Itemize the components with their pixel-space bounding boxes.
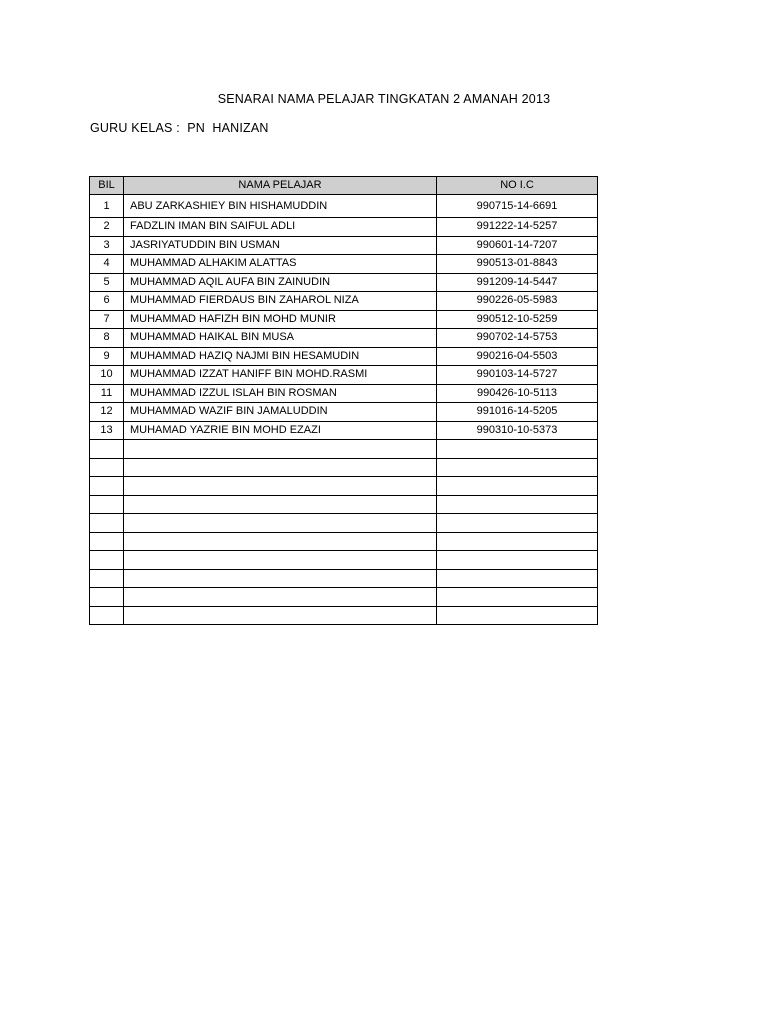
table-row <box>90 458 598 477</box>
cell-bil: 8 <box>90 329 124 348</box>
table-row <box>90 273 598 292</box>
cell-bil: 2 <box>90 218 124 237</box>
table-row <box>90 292 598 311</box>
cell-student-name: MUHAMMAD ALHAKIM ALATTAS <box>124 255 437 274</box>
student-list-table <box>89 176 598 625</box>
cell-student-name: MUHAMMAD FIERDAUS BIN ZAHAROL NIZA <box>124 292 437 311</box>
cell-bil <box>90 440 124 459</box>
cell-student-name <box>124 458 437 477</box>
cell-bil: 10 <box>90 366 124 385</box>
table-row <box>90 403 598 422</box>
cell-ic-number <box>437 569 598 588</box>
table-row <box>90 347 598 366</box>
cell-student-name <box>124 569 437 588</box>
cell-bil: 6 <box>90 292 124 311</box>
table-row <box>90 366 598 385</box>
cell-student-name <box>124 477 437 496</box>
cell-ic-number: 990601-14-7207 <box>437 236 598 255</box>
cell-bil <box>90 569 124 588</box>
cell-bil <box>90 458 124 477</box>
table-row <box>90 236 598 255</box>
cell-ic-number <box>437 551 598 570</box>
cell-student-name: MUHAMMAD WAZIF BIN JAMALUDDIN <box>124 403 437 422</box>
cell-student-name: MUHAMMAD IZZUL ISLAH BIN ROSMAN <box>124 384 437 403</box>
table-row <box>90 440 598 459</box>
table-row <box>90 218 598 237</box>
cell-bil: 13 <box>90 421 124 440</box>
cell-ic-number: 991209-14-5447 <box>437 273 598 292</box>
cell-student-name: MUHAMMAD AQIL AUFA BIN ZAINUDIN <box>124 273 437 292</box>
document-title: SENARAI NAMA PELAJAR TINGKATAN 2 AMANAH 2013 <box>217 92 551 106</box>
cell-bil <box>90 495 124 514</box>
cell-student-name <box>124 532 437 551</box>
cell-ic-number <box>437 588 598 607</box>
cell-ic-number: 990513-01-8843 <box>437 255 598 274</box>
cell-student-name: MUHAMMAD HAZIQ NAJMI BIN HESAMUDIN <box>124 347 437 366</box>
cell-bil <box>90 477 124 496</box>
cell-student-name: JASRIYATUDDIN BIN USMAN <box>124 236 437 255</box>
cell-ic-number <box>437 514 598 533</box>
header-bil: BIL <box>90 177 124 195</box>
table-row <box>90 495 598 514</box>
table-row <box>90 329 598 348</box>
table-row <box>90 514 598 533</box>
cell-student-name <box>124 514 437 533</box>
table-row <box>90 532 598 551</box>
cell-student-name <box>124 440 437 459</box>
cell-ic-number <box>437 606 598 625</box>
cell-student-name: MUHAMMAD IZZAT HANIFF BIN MOHD.RASMI <box>124 366 437 385</box>
cell-ic-number <box>437 440 598 459</box>
cell-student-name <box>124 588 437 607</box>
cell-bil <box>90 606 124 625</box>
cell-bil: 11 <box>90 384 124 403</box>
cell-bil <box>90 532 124 551</box>
cell-bil: 1 <box>90 195 124 218</box>
cell-ic-number: 990702-14-5753 <box>437 329 598 348</box>
table-row <box>90 255 598 274</box>
cell-ic-number: 990216-04-5503 <box>437 347 598 366</box>
cell-ic-number: 990310-10-5373 <box>437 421 598 440</box>
table-row <box>90 384 598 403</box>
table-row <box>90 310 598 329</box>
table-row <box>90 569 598 588</box>
table-row <box>90 606 598 625</box>
table-body <box>90 195 598 625</box>
cell-ic-number: 990715-14-6691 <box>437 195 598 218</box>
cell-ic-number <box>437 532 598 551</box>
header-name: NAMA PELAJAR <box>124 177 437 195</box>
cell-student-name: ABU ZARKASHIEY BIN HISHAMUDDIN <box>124 195 437 218</box>
cell-ic-number: 990103-14-5727 <box>437 366 598 385</box>
table-header-row <box>90 177 598 195</box>
cell-bil <box>90 514 124 533</box>
cell-bil: 7 <box>90 310 124 329</box>
cell-bil: 5 <box>90 273 124 292</box>
header-ic: NO I.C <box>437 177 598 195</box>
table-row <box>90 421 598 440</box>
cell-bil: 12 <box>90 403 124 422</box>
cell-ic-number: 991016-14-5205 <box>437 403 598 422</box>
cell-student-name <box>124 495 437 514</box>
cell-bil: 9 <box>90 347 124 366</box>
cell-student-name: MUHAMAD YAZRIE BIN MOHD EZAZI <box>124 421 437 440</box>
cell-bil <box>90 588 124 607</box>
cell-ic-number <box>437 495 598 514</box>
cell-student-name: MUHAMMAD HAFIZH BIN MOHD MUNIR <box>124 310 437 329</box>
cell-ic-number: 991222-14-5257 <box>437 218 598 237</box>
cell-student-name: MUHAMMAD HAIKAL BIN MUSA <box>124 329 437 348</box>
cell-bil <box>90 551 124 570</box>
table-row <box>90 477 598 496</box>
table-row <box>90 551 598 570</box>
cell-student-name <box>124 606 437 625</box>
cell-student-name: FADZLIN IMAN BIN SAIFUL ADLI <box>124 218 437 237</box>
cell-ic-number <box>437 477 598 496</box>
table-row <box>90 588 598 607</box>
cell-bil: 3 <box>90 236 124 255</box>
cell-ic-number: 990512-10-5259 <box>437 310 598 329</box>
cell-ic-number: 990426-10-5113 <box>437 384 598 403</box>
table-row <box>90 195 598 218</box>
class-teacher-line: GURU KELAS : PN HANIZAN <box>90 121 269 135</box>
cell-bil: 4 <box>90 255 124 274</box>
cell-student-name <box>124 551 437 570</box>
cell-ic-number <box>437 458 598 477</box>
cell-ic-number: 990226-05-5983 <box>437 292 598 311</box>
